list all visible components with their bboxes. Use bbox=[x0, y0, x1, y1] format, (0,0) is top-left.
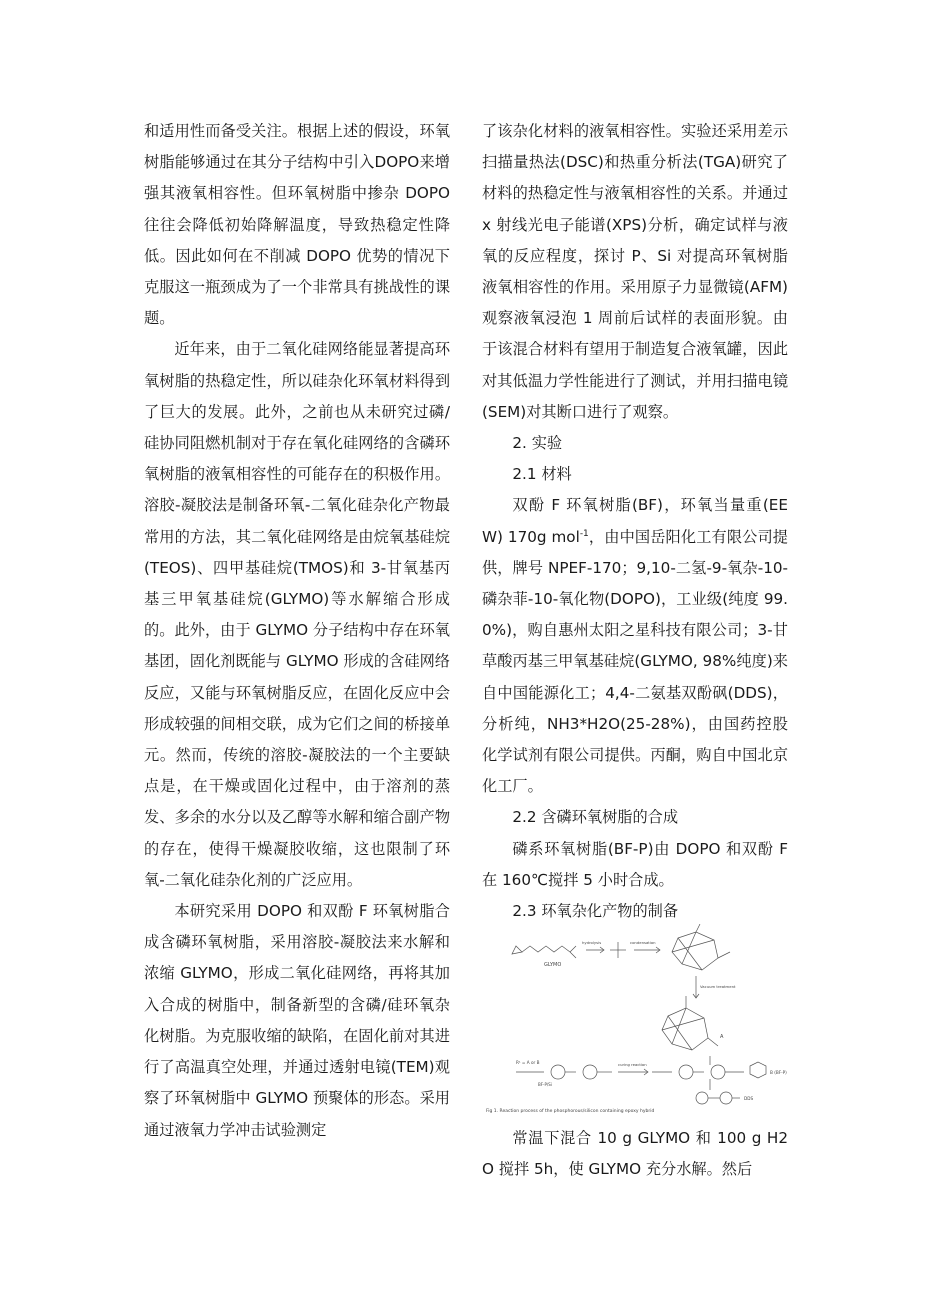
preparation-paragraph: 常温下混合 10 g GLYMO 和 100 g H2O 搅拌 5h，使 GLYMO 充分水解。然后 bbox=[482, 1129, 788, 1179]
section-heading-materials: 2.1 材料 bbox=[512, 465, 572, 484]
benzene-ring-3 bbox=[679, 1065, 693, 1079]
dopo-ring bbox=[750, 1062, 766, 1078]
figure-caption: Fig 1. Reaction process of the phosphorous/silicon containing epoxy hybrid bbox=[486, 1109, 655, 1114]
synthesis-paragraph: 磷系环氧树脂(BF-P)由 DOPO 和双酚 F 在 160℃搅拌 5 小时合成。 bbox=[482, 839, 788, 889]
materials-paragraph bbox=[482, 490, 788, 802]
materials-text-1: 双酚 F 环氧树脂(BF)，环氧当量重(EEW) 170g mol bbox=[482, 496, 788, 546]
left-paragraph-2: 近年来，由于二氧化硅网络能显著提高环氧树脂的热稳定性，所以硅杂化环氧材料得到了巨大的发展。此外，之前也从未研究过磷/硅协同阻燃机制对于存在氧化硅网络的含磷环氧树脂的液氧相容性的可能存在的积极作用。溶胶-凝胶法是制备环氧-二氧化硅杂化产物最常用的方法，其二氧化硅网络是由烷氧基硅烷(TEOS)、四甲基硅烷(TMOS)和 3-甘氧基丙基三甲氧基硅烷(GLYMO)等水解缩合形成的。此外，由于 GLYMO 分子结构中存在环氧基团，固化剂既能与 GLYMO 形成的含硅网络反应，又能与环氧树脂反应，在固化反应中会形成较强的间相交联，成为它们之间的桥接单元。然而，传统的溶胶-凝胶法的一个主要缺点是，在干燥或固化过程中，由于溶剂的蒸发、多余的水分以及乙醇等水解和缩合副产物的存在，使得干燥凝胶收缩，这也限制了环氧-二氧化硅杂化剂的广泛应用。 bbox=[144, 340, 450, 889]
silica-cage bbox=[672, 932, 718, 970]
label-condensation: condensation bbox=[630, 940, 656, 945]
label-vacuum: Vacuum treatment bbox=[700, 984, 736, 989]
section-heading-experiment: 2. 实验 bbox=[512, 434, 563, 453]
benzene-ring-2 bbox=[583, 1065, 597, 1079]
reaction-scheme-figure bbox=[482, 924, 792, 1114]
benzene-ring-1 bbox=[551, 1065, 565, 1079]
reaction-scheme-svg bbox=[482, 924, 792, 1114]
label-r: R¹ = A or B bbox=[516, 1060, 540, 1065]
left-paragraph-1: 和适用性而备受关注。根据上述的假设，环氧树脂能够通过在其分子结构中引入DOPO来增强其液氧相容性。但环氧树脂中掺杂 DOPO 往往会降低初始降解温度，导致热稳定性降低。因此如何在不削减 DOPO 优势的情况下克服这一瓶颈成为了一个非常具有挑战性的课题。 bbox=[144, 122, 450, 328]
epoxy-ring bbox=[512, 946, 522, 954]
label-curing: curing reaction bbox=[618, 1062, 647, 1067]
label-bfpsi: BF-P/Si bbox=[538, 1082, 552, 1087]
label-a: A bbox=[720, 1034, 724, 1040]
label-hydrolysis: hydrolysis bbox=[582, 940, 602, 945]
dds-ring-1 bbox=[696, 1092, 708, 1104]
left-paragraph-3: 本研究采用 DOPO 和双酚 F 环氧树脂合成含磷环氧树脂，采用溶胶-凝胶法来水解和浓缩 GLYMO，形成二氧化硅网络，再将其加入合成的树脂中，制备新型的含磷/硅环氧杂化树脂。为克服收缩的缺陷，在固化前对其进行了高温真空处理，并通过透射电镜(TEM)观察了环氧树脂中 GLYMO 预聚体的形态。采用通过液氧力学冲击试验测定 bbox=[144, 902, 450, 1139]
label-dds: DDS bbox=[744, 1096, 754, 1101]
section-heading-preparation: 2.3 环氧杂化产物的制备 bbox=[512, 902, 679, 921]
right-paragraph-1: 了该杂化材料的液氧相容性。实验还采用差示扫描量热法(DSC)和热重分析法(TGA)研究了材料的热稳定性与液氧相容性的关系。并通过 x 射线光电子能谱(XPS)分析，确定试样与液氧的反应程度，探讨 P、Si 对提高环氧树脂液氧相容性的作用。采用原子力显微镜(AFM)观察液氧浸泡 1 周前后试样的表面形貌。由于该混合材料有望用于制造复合液氧罐，因此对其低温力学性能进行了测试，并用扫描电镜(SEM)对其断口进行了观察。 bbox=[482, 122, 788, 421]
hybrid-cage-a bbox=[662, 1008, 708, 1050]
section-heading-synthesis: 2.2 含磷环氧树脂的合成 bbox=[512, 808, 679, 827]
dds-ring-2 bbox=[720, 1092, 732, 1104]
benzene-ring-4 bbox=[711, 1065, 725, 1079]
glymo-chain bbox=[522, 946, 570, 952]
materials-text-2: ，由中国岳阳化工有限公司提供，牌号 NPEF-170；9,10-二氢-9-氧杂-10-磷杂菲-10-氧化物(DOPO)，工业级(纯度 99.0%)，购自惠州太阳之星科技有限公司；3-甘草酸丙基三甲氧基硅烷(GLYMO, 98%纯度)来自中国能源化工；4,4-二氨基双酚砜(DDS)，分析纯，NH3*H2O(25-28%)，由国药控股化学试剂有限公司提供。丙酮，购自中国北京化工厂。 bbox=[482, 527, 788, 796]
label-glymo: GLYMO bbox=[544, 962, 562, 968]
label-bfp: B (BF-P) bbox=[770, 1070, 787, 1075]
left-column bbox=[144, 116, 450, 1146]
materials-superscript: -1 bbox=[579, 528, 589, 539]
